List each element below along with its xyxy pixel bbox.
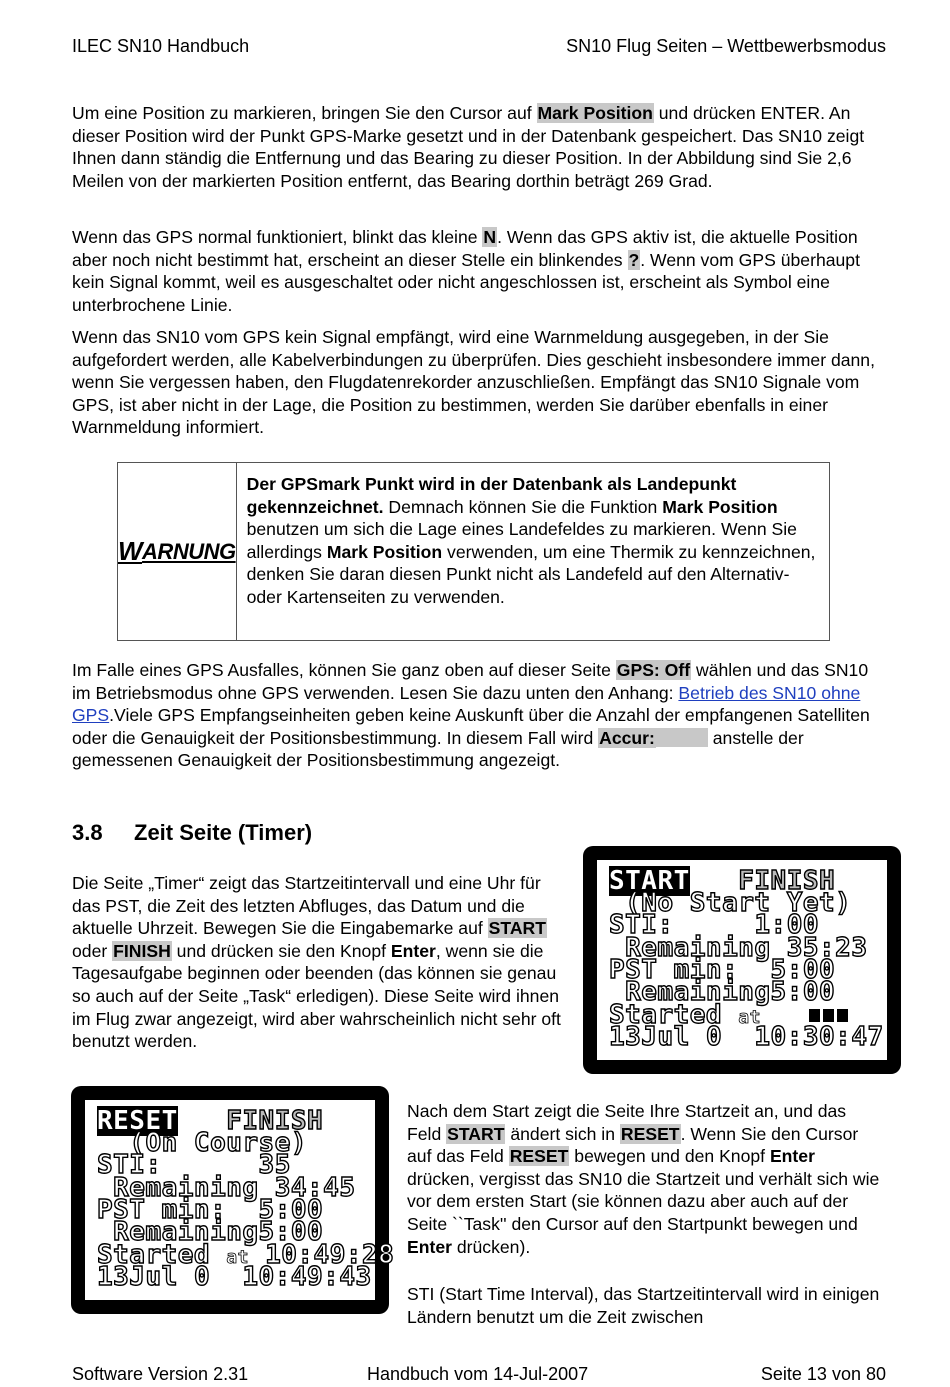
paragraph-gps-off: Im Falle eines GPS Ausfalles, können Sie ganz oben auf dieser Seite GPS: Off wählen und das SN10 im Betriebsmodus ohne GPS verwenden. Lesen Sie dazu unten den Anhang: Betrieb des SN10 ohne GPS.Viele GPS Empfangseinheiten geben keine Auskunft über die Anzahl der empfangenen Satelliten oder die Genauigkeit der Positionsbestimmung. In diesem Fall wird Accur: anstelle der gemessenen Genauigkeit der Positionsbestimmung angezeigt. (72, 660, 870, 771)
accur-placeholder (656, 728, 708, 747)
footer-version: Software Version 2.31 (72, 1364, 249, 1384)
paragraph-timer: Die Seite „Timer“ zeigt das Startzeitintervall und eine Uhr für das PST, die Zeit des letzten Abfluges, das Datum und die aktuelle Uhrzeit. Bewegen Sie die Eingabemarke auf START oder FINISH und drücken sie den Knopf Enter, wenn sie die Tagesaufgabe beginnen oder beenden (das können sie genau so auch auf der Seite „Task“ erledigen). Diese Seite wird ihnen im Flug zwar angezeigt, wird aber wahrscheinlich nicht sehr oft benutzt werden. (72, 873, 561, 1052)
highlight-start: START (488, 918, 546, 939)
lcd1-line-7: Started at (609, 1002, 851, 1031)
highlight-reset: RESET (620, 1123, 680, 1144)
lcd2-line-5: PST min: 5:00 (97, 1195, 324, 1225)
highlight-finish: FINISH (113, 940, 171, 961)
lcd-screen-before-start (583, 846, 901, 1074)
warning-label: W ARNUNG (118, 463, 237, 640)
lcd1-line-6: Remaining5:00 (625, 977, 836, 1007)
highlight-gps-off: GPS: Off (616, 660, 691, 680)
highlight-n: N (483, 227, 497, 247)
link-betrieb-ohne-gps[interactable]: Betrieb des SN10 ohne GPS (72, 682, 861, 726)
lcd2-line-1: RESET FINISH (97, 1106, 324, 1136)
lcd1-line-4: Remaining 35:23 (625, 933, 868, 963)
paragraph-mark-position: Um eine Position zu markieren, bringen Sie den Cursor auf Mark Position und drücken ENTER. An dieser Position wird der Punkt GPS-Marke gesetzt und in der Datenbank gespeichert. Das SN10 zeigt Ihnen dann ständig die Entfernung und das Bearing zu dieser Position. In der Abbildung sind Sie 2,6 Meilen von der markierten Position entfernt, das Bearing dorthin beträgt 269 Grad. (72, 103, 865, 191)
highlight-mark-position: Mark Position (537, 103, 653, 123)
lcd1-line-5: PST min: 5:00 (609, 955, 836, 985)
highlight-accur: Accur: (599, 727, 655, 748)
highlight-start-2: START (447, 1123, 505, 1144)
paragraph-gps-warning: Wenn das SN10 vom GPS kein Signal empfängt, wird eine Warnmeldung ausgegeben, in der Sie aufgefordert werden, alle Kabelverbindungen zu überprüfen. Dies geschieht insbesondere immer dann, wenn Sie vergessen haben, den Flugdatenrekorder anzuschließen. Empfängt das SN10 Signale vom GPS, ist aber nicht in der Lage, die Position zu bestimmen, werden Sie darüber ebenfalls in einer Warnmeldung informiert. (72, 327, 875, 438)
highlight-reset-2: RESET (509, 1146, 569, 1167)
paragraph-after-start: Nach dem Start zeigt die Seite Ihre Startzeit an, und das Feld START ändert sich in RESET. Wenn Sie den Cursor auf das Feld RESET bewegen und den Knopf Enter drücken, vergisst das SN10 die Startzeit und verhält sich wie vor dem ersten Start (sie können dazu aber auch auf der Seite ``Task'' den Cursor auf den Startpunkt bewegen und Enter drücken). (407, 1101, 880, 1257)
lcd2-line-3: STI: 35 (97, 1150, 291, 1180)
warning-text: Der GPSmark Punkt wird in der Datenbank als Landepunkt gekennzeichnet. Demnach können Sie die Funktion Mark Position benutzen um sich die Lage eines Landefeldes zu markieren. Wenn Sie allerdings Mark Position verwenden, um eine Thermik zu kennzeichnen, denken Sie daran diesen Punkt nicht als Landefeld auf den Alternativ- oder Kartenseiten zu verwenden. (246, 474, 816, 607)
lcd2-line-7: Started at 10:49:28 (97, 1240, 395, 1270)
lcd1-line-2: (No Start Yet) (625, 888, 852, 918)
header-section: SN10 Flug Seiten – Wettbewerbsmodus (566, 36, 886, 56)
highlight-question: ? (628, 249, 640, 270)
lcd1-line-3: STI: 1:00 (609, 910, 820, 940)
lcd2-line-4: Remaining 34:45 (113, 1173, 356, 1203)
lcd2-line-8: 13Jul 0 10:49:43 (97, 1262, 372, 1292)
footer-date: Handbuch vom 14-Jul-2007 (367, 1364, 589, 1384)
warning-box (117, 462, 830, 641)
lcd2-line-6: Remaining5:00 (113, 1217, 324, 1247)
section-heading: 3.8 Zeit Seite (Timer) (72, 820, 313, 845)
lcd-screen-on-course (71, 1086, 395, 1314)
header-title: ILEC SN10 Handbuch (72, 36, 250, 56)
lcd1-line-8: 13Jul 0 10:30:47 (609, 1022, 884, 1052)
paragraph-gps-status: Wenn das GPS normal funktioniert, blinkt das kleine N. Wenn das GPS aktiv ist, die aktuelle Position aber noch nicht bestimmt hat, erscheint an dieser Stelle ein blinkendes ?. Wenn vom GPS überhaupt kein Signal kommt, weil es ausgeschaltet oder nicht angeschlossen ist, erscheint als Symbol eine unterbrochene Linie. (72, 227, 860, 315)
footer-page-number: Seite 13 von 80 (760, 1364, 886, 1384)
paragraph-sti: STI (Start Time Interval), das Startzeitintervall wird in einigen Ländern benutzt um die Zeit zwischen (407, 1284, 880, 1327)
lcd1-line-1: START FINISH (609, 866, 836, 896)
lcd2-line-2: (On Course) (129, 1128, 307, 1158)
